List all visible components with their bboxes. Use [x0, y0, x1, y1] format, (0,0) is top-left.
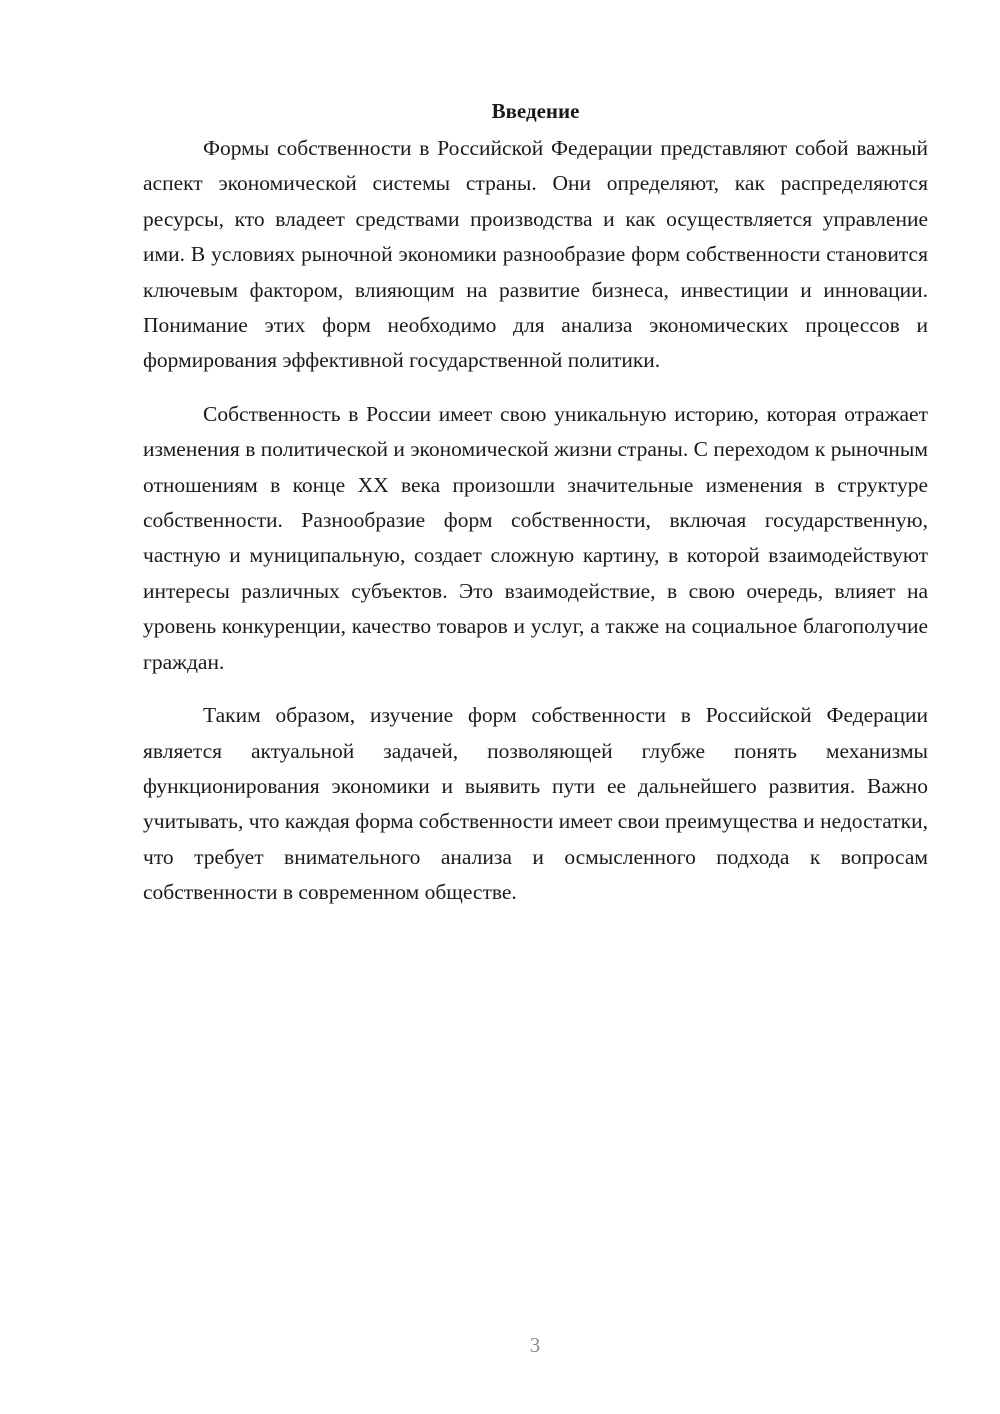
section-title: Введение	[491, 99, 580, 123]
paragraph-2: Собственность в России имеет свою уникальную историю, которая отражает изменения в политической и экономической жизни страны. С переходом к рыночным отношениям в конце XX века произошли значительные изменения в структуре собственности. Разнообразие форм собственности, включая государственную, частную и муниципальную, создает сложную картину, в которой взаимодействуют интересы различных субъектов. Это взаимодействие, в свою очередь, влияет на уровень конкуренции, качество товаров и услуг, а также на социальное благополучие граждан.	[143, 401, 928, 674]
page-number: 3	[529, 1333, 541, 1357]
paragraph-3: Таким образом, изучение форм собственности в Российской Федерации является актуальной задачей, позволяющей глубже понять механизмы функционирования экономики и выявить пути ее дальнейшего развития. Важно учитывать, что каждая форма собственности имеет свои преимущества и недостатки, что требует внимательного анализа и осмысленного подхода к вопросам собственности в современном обществе.	[143, 703, 928, 905]
paragraph-1: Формы собственности в Российской Федерации представляют собой важный аспект экономической системы страны. Они определяют, как распределяются ресурсы, кто владеет средствами производства и как осуществляется управление ими. В условиях рыночной экономики разнообразие форм собственности становится ключевым фактором, влияющим на развитие бизнеса, инвестиции и инновации. Понимание этих форм необходимо для анализа экономических процессов и формирования эффективной государственной политики.	[143, 136, 928, 373]
document-body	[143, 96, 928, 911]
